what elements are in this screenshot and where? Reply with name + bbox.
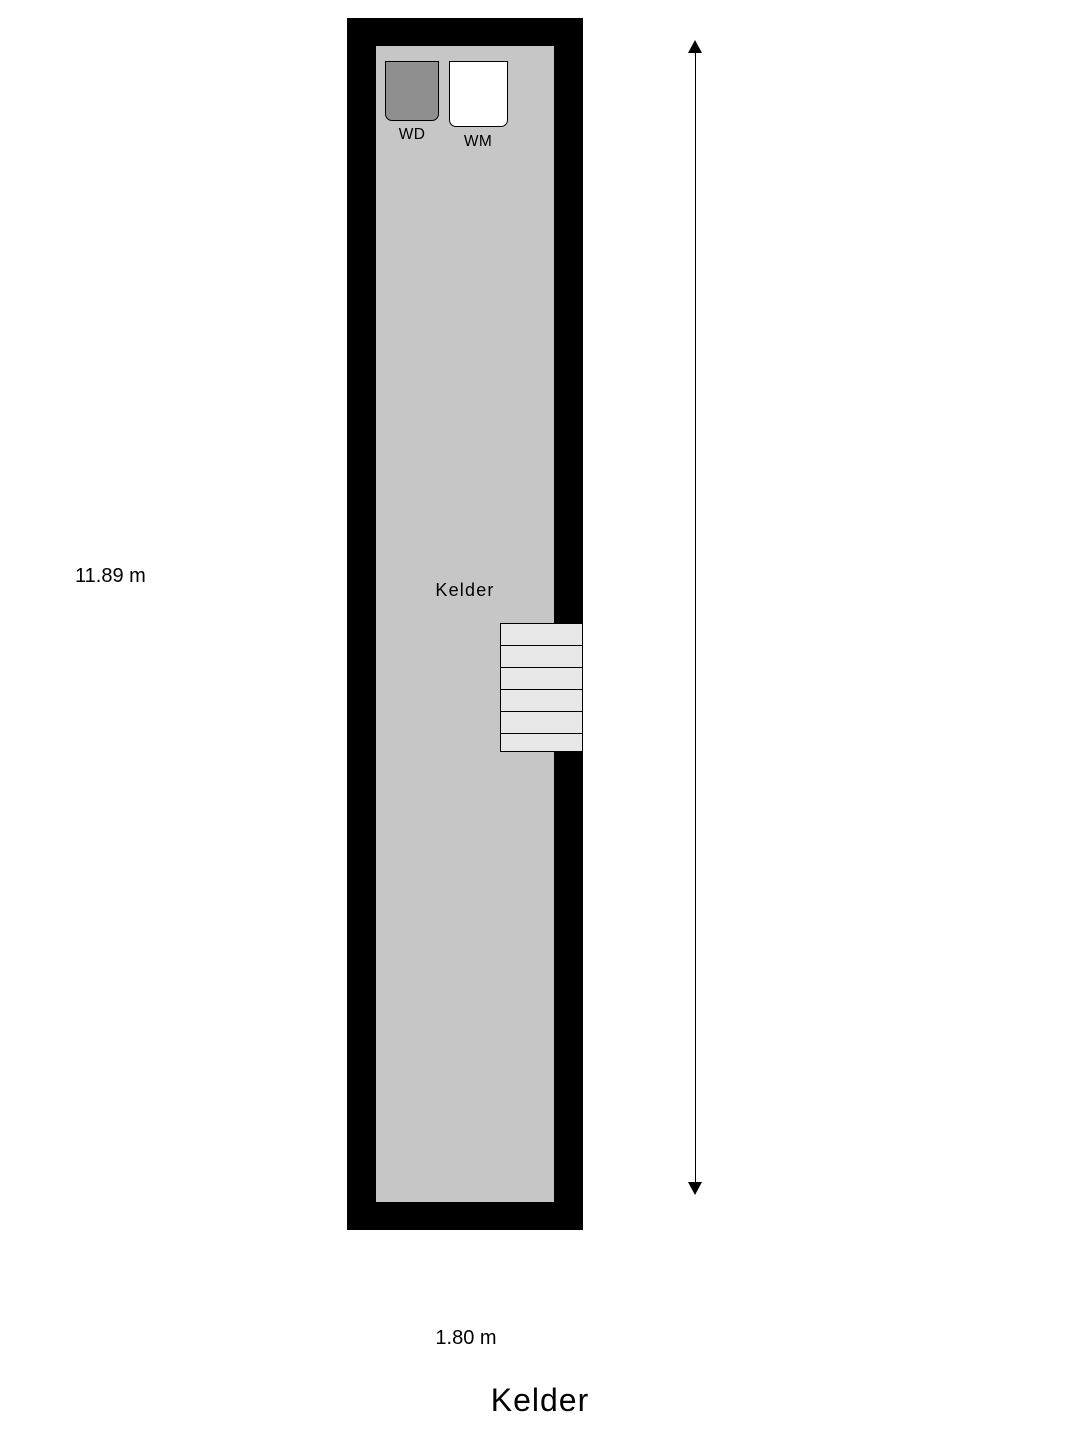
dimension-vertical [640, 40, 760, 1195]
washer-dryer-icon [385, 61, 439, 121]
washer-dryer-label: WD [398, 126, 426, 143]
staircase-icon [500, 623, 583, 752]
dimension-line-vertical [695, 48, 696, 1187]
stair-step [501, 645, 582, 646]
dimension-vertical-label: 11.89 m [75, 565, 146, 587]
stair-step [501, 733, 582, 734]
basement-floor-area [376, 46, 554, 1202]
floor-plan [347, 18, 583, 1230]
stair-step [501, 667, 582, 668]
stair-step [501, 711, 582, 712]
washing-machine-icon [449, 61, 508, 127]
dimension-horizontal [370, 1325, 562, 1351]
arrow-down-icon [688, 1182, 702, 1195]
room-label-kelder: Kelder [435, 580, 495, 600]
plan-title: Kelder [490, 1382, 590, 1418]
dimension-horizontal-label: 1.80 m [370, 1325, 562, 1352]
stair-step [501, 689, 582, 690]
washing-machine-label: WM [463, 133, 493, 150]
